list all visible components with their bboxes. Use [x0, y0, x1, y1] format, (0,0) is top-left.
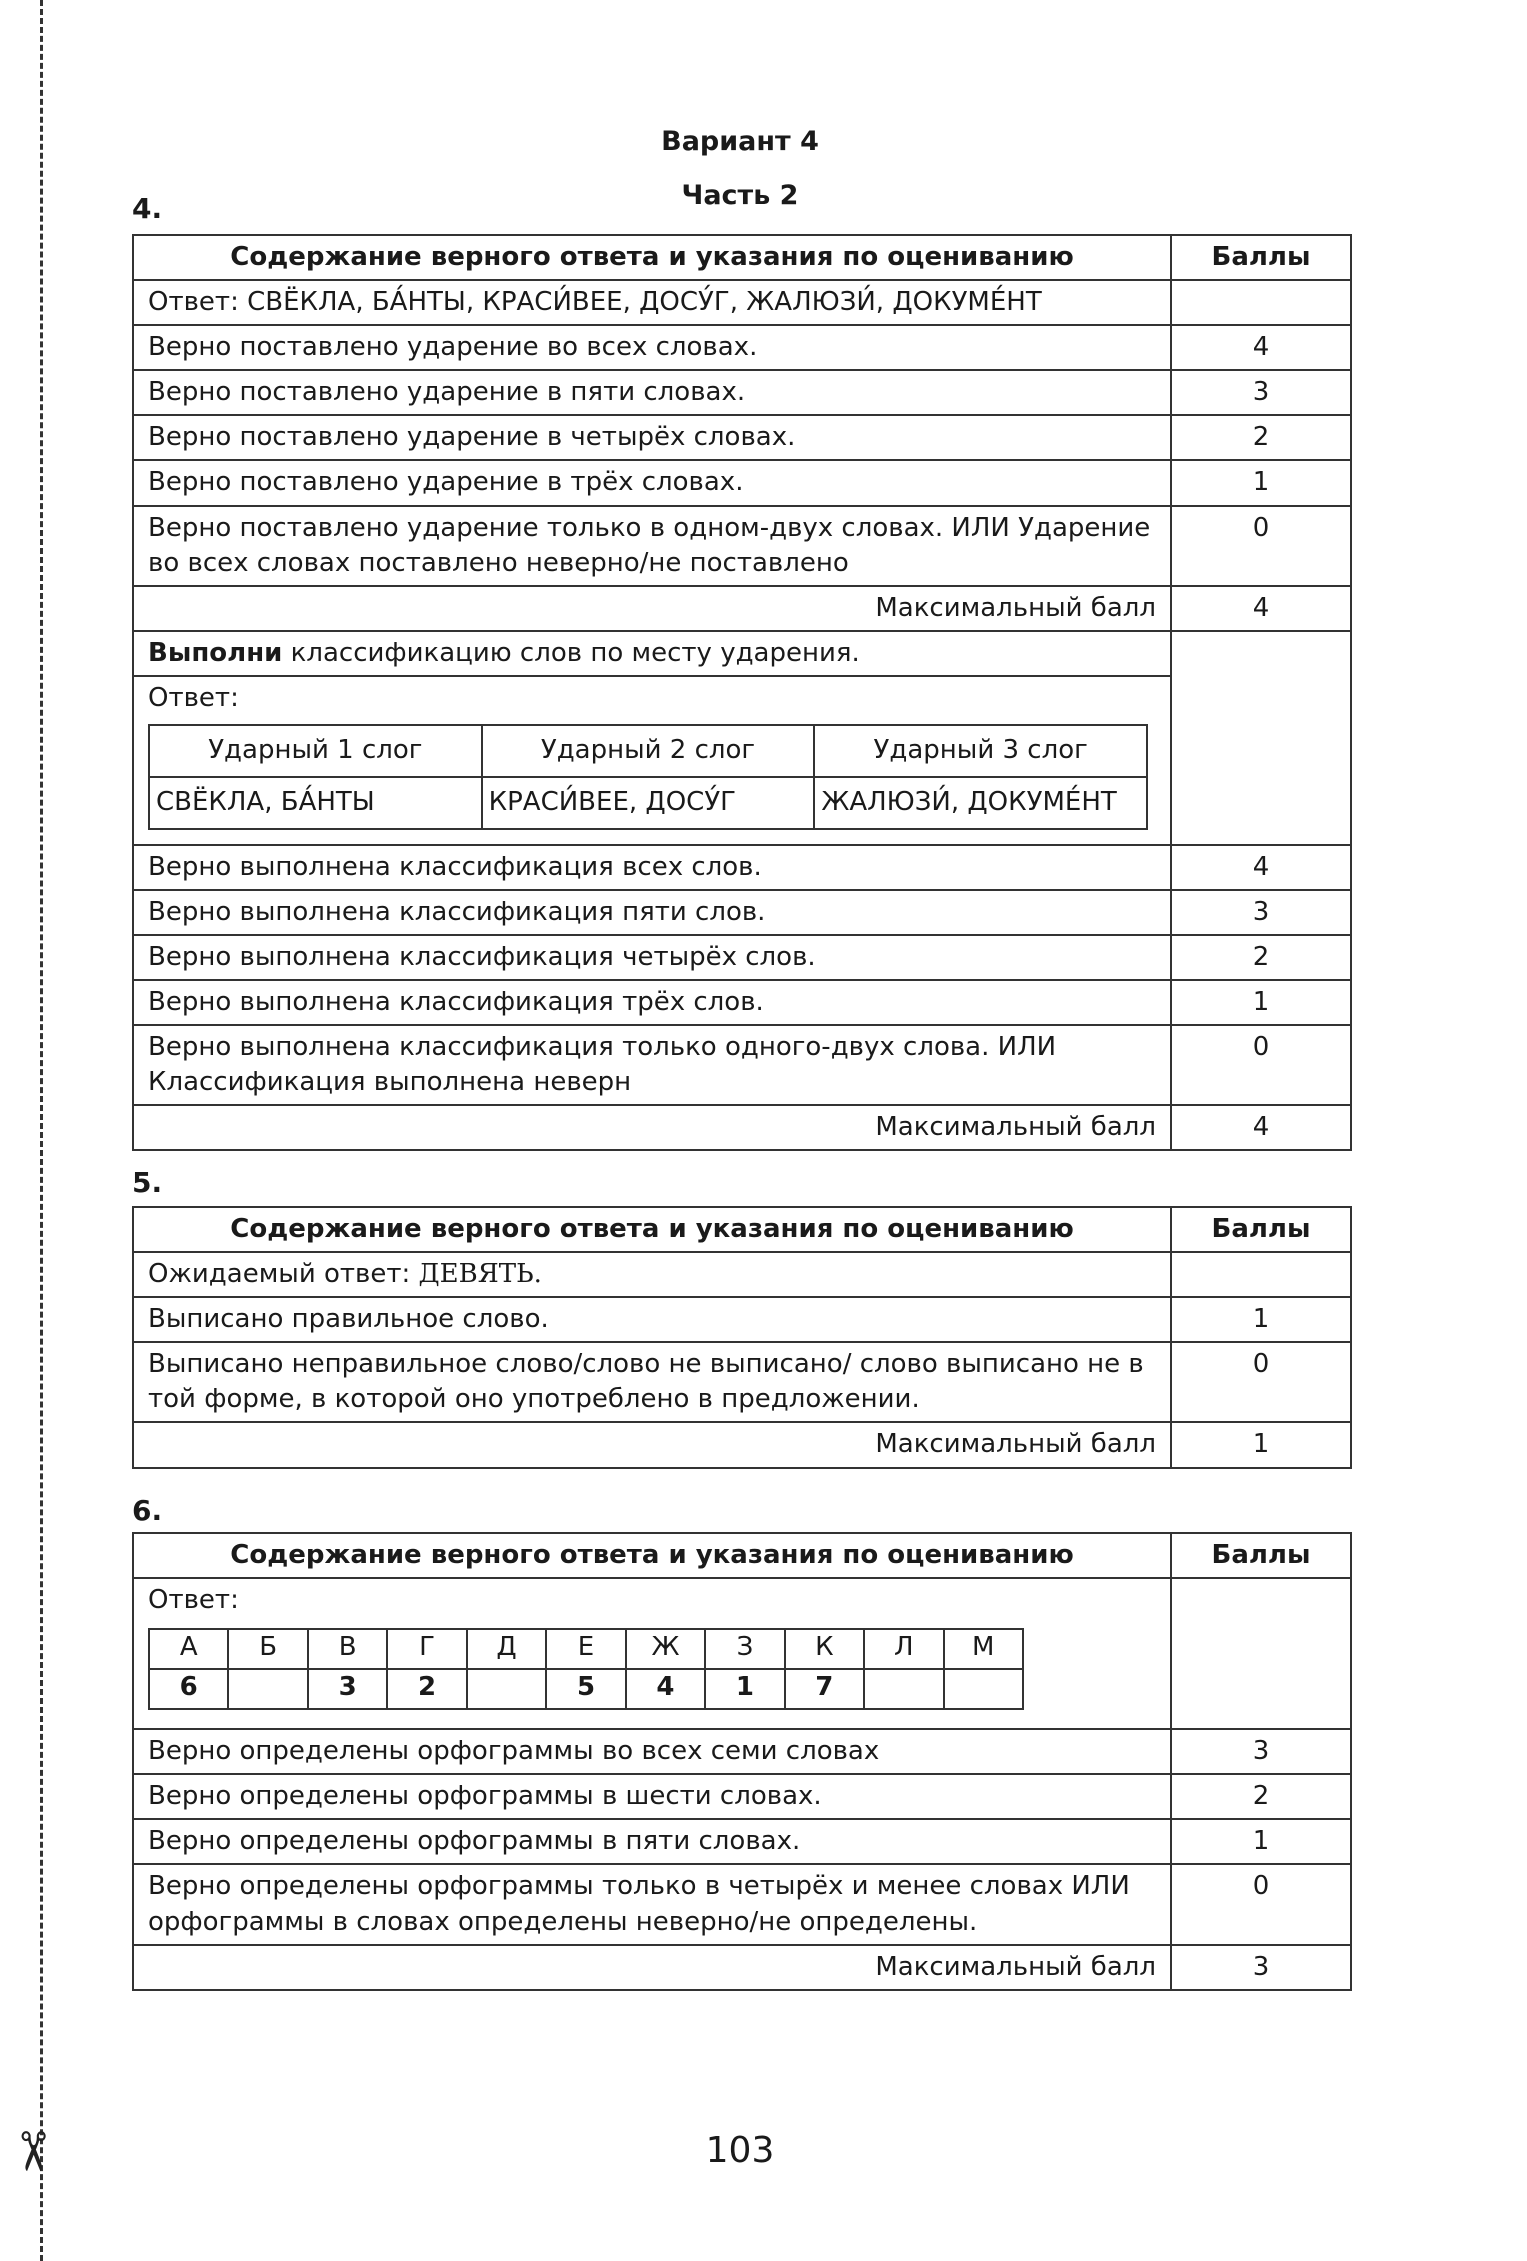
syllable-value: ЖАЛЮЗИ́, ДОКУМЕ́НТ — [814, 777, 1147, 829]
syllable-header: Ударный 1 слог — [149, 725, 482, 777]
task-6-number: 6. — [132, 1494, 163, 1527]
letters-table — [148, 1628, 1024, 1710]
value-cell: 5 — [546, 1669, 625, 1709]
points-column-header: Баллы — [1171, 1533, 1351, 1578]
content-column-header: Содержание верного ответа и указания по оцениванию — [133, 1207, 1171, 1252]
letter-cell: Г — [387, 1629, 466, 1669]
table-row: Верно выполнена классификация пяти слов. 3 — [133, 890, 1351, 935]
syllable-header: Ударный 3 слог — [814, 725, 1147, 777]
table-row: Верно определены орфограммы в шести словах. 2 — [133, 1774, 1351, 1819]
table-row: Верно поставлено ударение во всех словах. 4 — [133, 325, 1351, 370]
value-cell: 2 — [387, 1669, 466, 1709]
value-cell: 1 — [705, 1669, 784, 1709]
letter-cell: Е — [546, 1629, 625, 1669]
task-4-number: 4. — [132, 192, 163, 225]
table-row: Верно выполнена классификация только одного-двух слова. ИЛИ Классификация выполнена неверн 0 — [133, 1025, 1351, 1105]
scissors-icon: ✂ — [1, 2128, 65, 2175]
part-title: Часть 2 — [681, 180, 799, 211]
syllable-value: СВЁКЛА, БА́НТЫ — [149, 777, 482, 829]
table-row: Выписано правильное слово. 1 — [133, 1297, 1351, 1342]
expected-answer: Ожидаемый ответ: ДЕВЯТЬ. — [133, 1252, 1171, 1297]
letter-cell: Л — [864, 1629, 943, 1669]
table-row: Верно выполнена классификация четырёх слов. 2 — [133, 935, 1351, 980]
value-cell: 3 — [308, 1669, 387, 1709]
letter-cell: Ж — [626, 1629, 705, 1669]
max-score-row: Максимальный балл 1 — [133, 1422, 1351, 1467]
letter-cell: Д — [467, 1629, 546, 1669]
table-row: Верно поставлено ударение в четырёх словах. 2 — [133, 415, 1351, 460]
syllable-value: КРАСИ́ВЕЕ, ДОСУ́Г — [482, 777, 815, 829]
letter-cell: К — [785, 1629, 864, 1669]
syllable-table — [148, 724, 1148, 830]
task-5-table — [132, 1206, 1352, 1469]
value-cell — [467, 1669, 546, 1709]
table-row: Верно определены орфограммы только в четырёх и менее словах ИЛИ орфограммы в словах определены неверно/не определены. 0 — [133, 1864, 1351, 1944]
table-row: Выписано неправильное слово/слово не выписано/ слово выписано не в той форме, в которой оно употреблено в предложении. 0 — [133, 1342, 1351, 1422]
value-cell — [228, 1669, 307, 1709]
content-column-header: Содержание верного ответа и указания по оцениванию — [133, 235, 1171, 280]
max-score-row: Максимальный балл 4 — [133, 586, 1351, 631]
content-column-header: Содержание верного ответа и указания по оцениванию — [133, 1533, 1171, 1578]
classify-instruction: Выполни классификацию слов по месту ударения. — [133, 631, 1171, 676]
table-row: Верно поставлено ударение в трёх словах. 1 — [133, 460, 1351, 505]
answer-cell: Ответ: СВЁКЛА, БА́НТЫ, КРАСИ́ВЕЕ, ДОСУ́Г, ЖАЛЮЗИ́, ДОКУМЕ́НТ — [133, 280, 1171, 325]
table-row: Верно поставлено ударение только в одном-двух словах. ИЛИ Ударение во всех словах поставлено неверно/не поставлено 0 — [133, 506, 1351, 586]
answer-label: Ответ: — [148, 1585, 239, 1616]
task-5-number: 5. — [132, 1166, 163, 1199]
max-score-row: Максимальный балл 4 — [133, 1105, 1351, 1150]
table-row: Верно поставлено ударение в пяти словах. 3 — [133, 370, 1351, 415]
letter-cell: М — [944, 1629, 1023, 1669]
table-row: Верно выполнена классификация всех слов. 4 — [133, 845, 1351, 890]
syllable-header: Ударный 2 слог — [482, 725, 815, 777]
letter-cell: З — [705, 1629, 784, 1669]
variant-title: Вариант 4 — [661, 126, 819, 157]
value-cell: 4 — [626, 1669, 705, 1709]
task-6-table — [132, 1532, 1352, 1991]
table-row: Верно определены орфограммы в пяти словах. 1 — [133, 1819, 1351, 1864]
page-number: 103 — [705, 2130, 775, 2171]
letter-cell: Б — [228, 1629, 307, 1669]
table-row: Верно определены орфограммы во всех семи словах 3 — [133, 1729, 1351, 1774]
task-4-table — [132, 234, 1352, 1151]
letter-cell: А — [149, 1629, 228, 1669]
value-cell — [864, 1669, 943, 1709]
value-cell — [944, 1669, 1023, 1709]
answer-label: Ответ: — [148, 682, 239, 713]
letter-cell: В — [308, 1629, 387, 1669]
max-score-row: Максимальный балл 3 — [133, 1945, 1351, 1990]
points-column-header: Баллы — [1171, 1207, 1351, 1252]
value-cell: 6 — [149, 1669, 228, 1709]
points-column-header: Баллы — [1171, 235, 1351, 280]
table-row: Верно выполнена классификация трёх слов. 1 — [133, 980, 1351, 1025]
value-cell: 7 — [785, 1669, 864, 1709]
cut-line — [40, 0, 43, 2261]
